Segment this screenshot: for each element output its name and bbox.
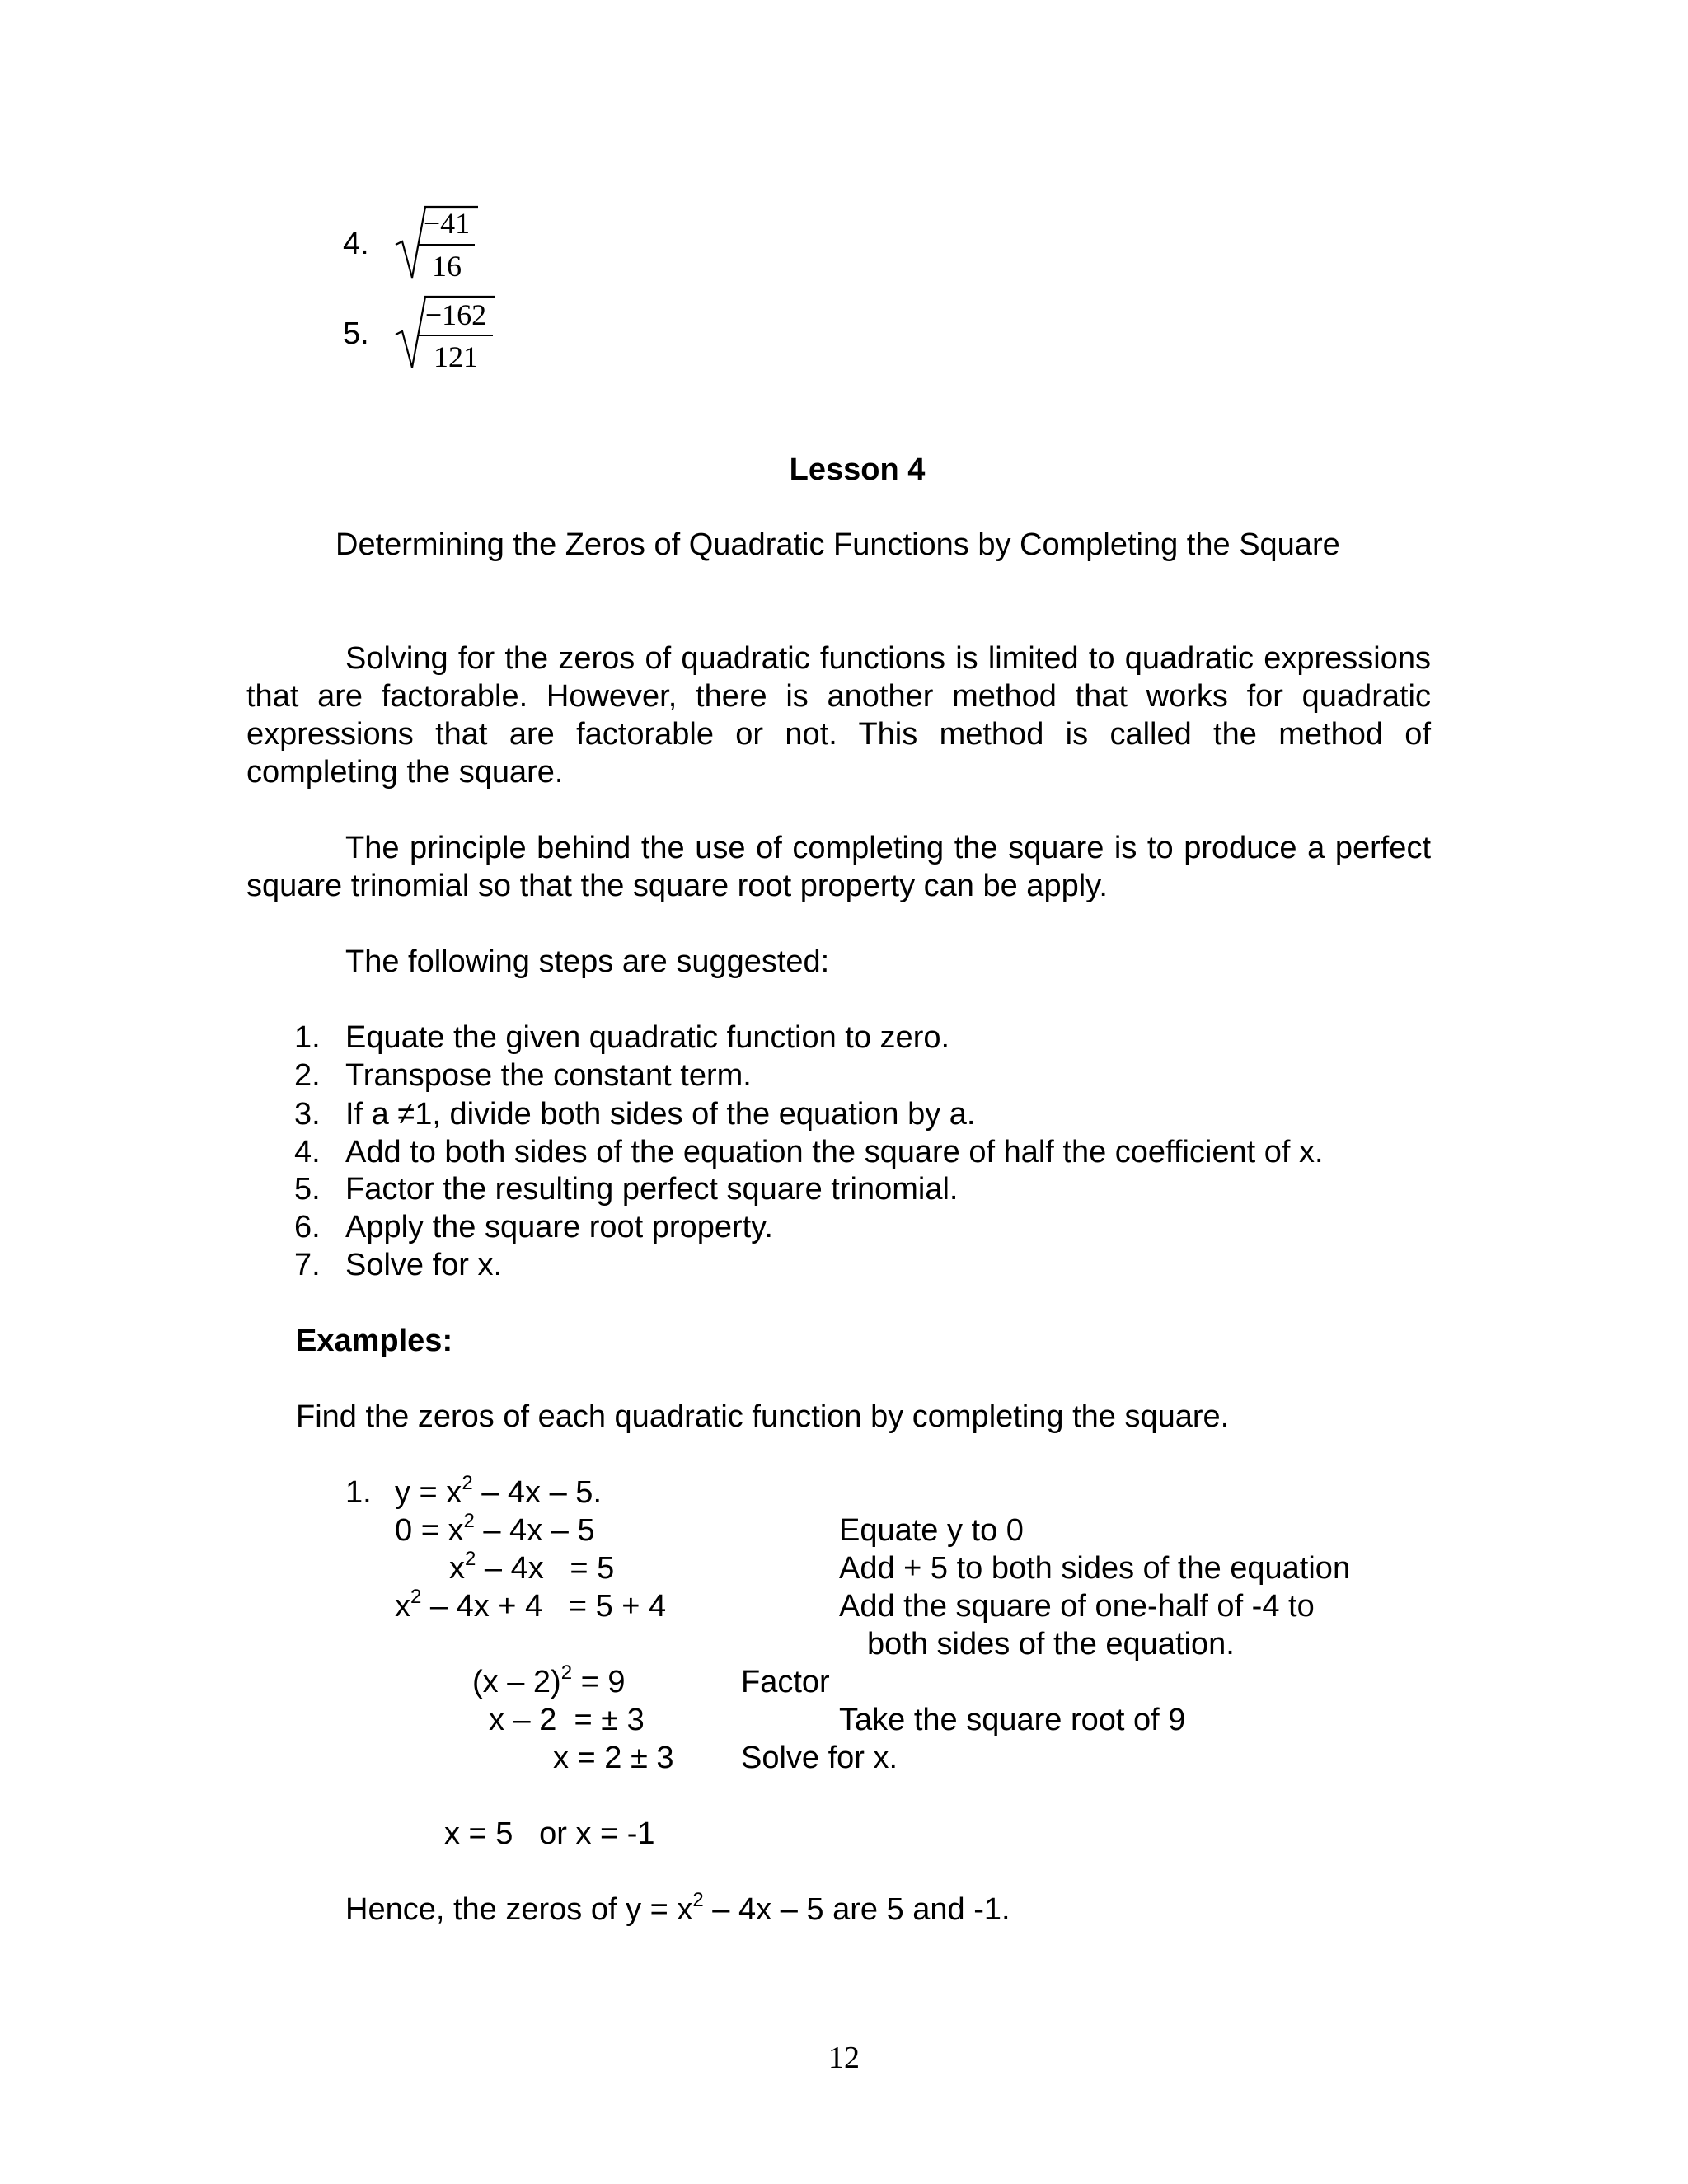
- page-number: 12: [828, 2041, 860, 2075]
- work-note-6: Solve for x.: [741, 1741, 898, 1775]
- step-number: 4.: [294, 1135, 321, 1169]
- fraction-bar: [419, 244, 475, 246]
- example-equation: $y = x^2 - 4x - 5$.: [395, 1472, 602, 1510]
- work-note-4: Factor: [741, 1665, 830, 1699]
- work-note-1: Equate y to 0: [839, 1513, 1024, 1548]
- work-line-2: $x^2 - 4x = 5$: [449, 1548, 615, 1586]
- work-note-2: Add + 5 to both sides of the equation: [839, 1551, 1351, 1586]
- step-text: Apply the square root property.: [345, 1210, 773, 1244]
- step-number: 5.: [294, 1172, 321, 1207]
- conclusion: Hence, the zeros of $y = x^2 - 4x - 5$ are 5 and -1.: [345, 1889, 1010, 1927]
- work-line-3: $x^2 - 4x + 4 = 5 + 4$: [395, 1586, 667, 1624]
- step-text: Add to both sides of the equation the square of half the coefficient of x.: [345, 1135, 1324, 1169]
- step-text: Factor the resulting perfect square trinomial.: [345, 1172, 959, 1207]
- examples-heading: Examples:: [296, 1324, 453, 1358]
- work-line-1: $0 = x^2 - 4x - 5$: [395, 1510, 595, 1548]
- item-5-numerator: −162: [424, 298, 487, 331]
- step-text: Solve for x.: [345, 1248, 503, 1282]
- item-4-number: 4.: [343, 227, 369, 261]
- solution-line: x = 5 or x = -1: [444, 1816, 655, 1851]
- work-line-5: x – 2 = ± 3: [489, 1703, 645, 1737]
- lesson-heading: Lesson 4: [789, 452, 926, 487]
- step-number: 1.: [294, 1020, 321, 1055]
- item-4-denominator: 16: [432, 250, 462, 283]
- item-4-numerator: −41: [423, 207, 471, 240]
- work-note-3: Add the square of one-half of -4 to: [839, 1589, 1315, 1624]
- work-note-5: Take the square root of 9: [839, 1703, 1186, 1737]
- example-number: 1.: [345, 1475, 372, 1510]
- lesson-subtitle: Determining the Zeros of Quadratic Functions by Completing the Square: [335, 527, 1340, 562]
- step-number: 7.: [294, 1248, 321, 1282]
- examples-instruction: Find the zeros of each quadratic function by completing the square.: [296, 1399, 1230, 1434]
- step-number: 2.: [294, 1058, 321, 1093]
- work-note-3-continued: both sides of the equation.: [867, 1627, 1235, 1661]
- work-line-4: (x – 2)$^2$ = 9: [472, 1661, 626, 1699]
- step-text: Equate the given quadratic function to zero.: [345, 1020, 950, 1055]
- item-5-number: 5.: [343, 316, 369, 351]
- step-number: 3.: [294, 1097, 321, 1132]
- paragraph-intro: Solving for the zeros of quadratic functions is limited to quadratic expressions that are factorable. However, there is another method that works for quadratic expressions that are factorable or not. This method is called the method of completing the square.: [246, 641, 1431, 790]
- paragraph-principle: The principle behind the use of completing the square is to produce a perfect square trinomial so that the square root property can be apply.: [246, 831, 1431, 903]
- paragraph-steps-intro: The following steps are suggested:: [345, 944, 830, 979]
- item-5-denominator: 121: [434, 340, 478, 373]
- step-text: Transpose the constant term.: [345, 1058, 752, 1093]
- step-number: 6.: [294, 1210, 321, 1244]
- work-line-6: x = 2 ± 3: [553, 1741, 674, 1775]
- fraction-bar: [419, 335, 493, 336]
- step-text: If a ≠1, divide both sides of the equation by a.: [345, 1097, 976, 1132]
